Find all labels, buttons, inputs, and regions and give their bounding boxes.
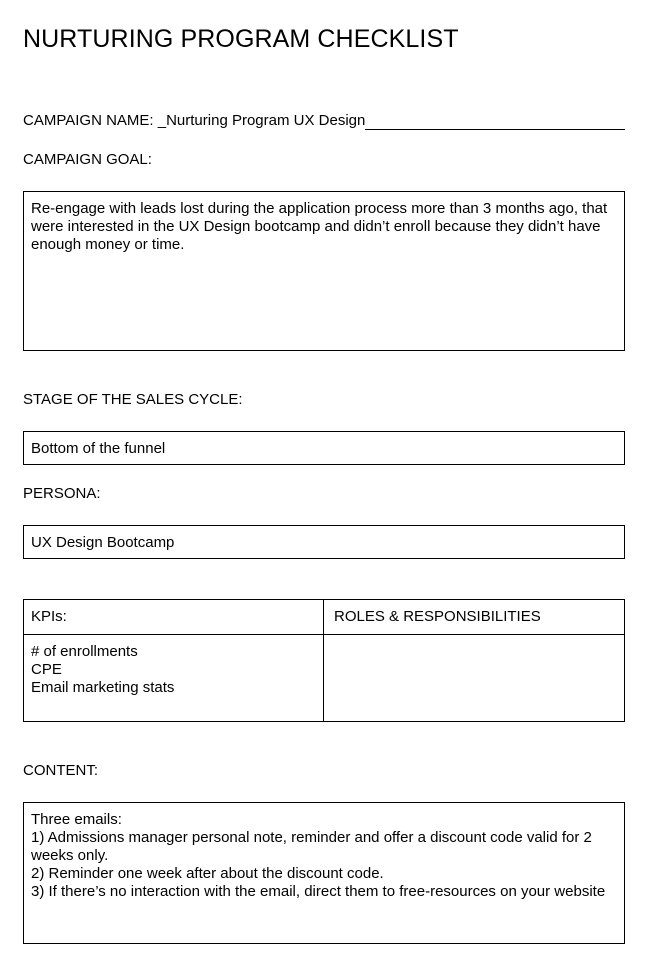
table-row-divider — [24, 634, 624, 635]
campaign-goal-label: CAMPAIGN GOAL: — [23, 151, 152, 168]
campaign-name-value[interactable]: Nurturing Program UX Design — [166, 112, 366, 129]
page-title: NURTURING PROGRAM CHECKLIST — [23, 25, 459, 53]
kpis-cell[interactable]: # of enrollments CPE Email marketing stats — [31, 643, 175, 696]
sales-stage-box[interactable] — [23, 431, 625, 465]
campaign-name-row — [23, 110, 625, 130]
content-label: CONTENT: — [23, 762, 98, 779]
campaign-name-underline — [365, 112, 625, 130]
sales-stage-label: STAGE OF THE SALES CYCLE: — [23, 391, 243, 408]
persona-box[interactable] — [23, 525, 625, 559]
content-box[interactable] — [23, 802, 625, 944]
roles-header: ROLES & RESPONSIBILITIES — [334, 608, 541, 625]
campaign-goal-text: Re-engage with leads lost during the application process more than 3 months ago, that were interested in the UX Design bootcamp and didn’t enroll because they didn’t have enough money or time. — [31, 200, 608, 253]
content-text: Three emails: 1) Admissions manager personal note, reminder and offer a discount code valid for 2 weeks only. 2) Reminder one week after about the discount code. 3) If there’s no interaction with the email, direct them to free-resources on your website — [31, 811, 606, 900]
campaign-name-label: CAMPAIGN NAME: _ — [23, 112, 167, 129]
persona-label: PERSONA: — [23, 485, 101, 502]
table-column-divider — [323, 600, 324, 721]
kpi-roles-table — [23, 599, 625, 722]
kpis-header: KPIs: — [31, 608, 67, 625]
persona-text: UX Design Bootcamp — [31, 534, 175, 551]
roles-cell[interactable] — [334, 643, 619, 713]
campaign-goal-box[interactable] — [23, 191, 625, 351]
sales-stage-text: Bottom of the funnel — [31, 440, 166, 457]
